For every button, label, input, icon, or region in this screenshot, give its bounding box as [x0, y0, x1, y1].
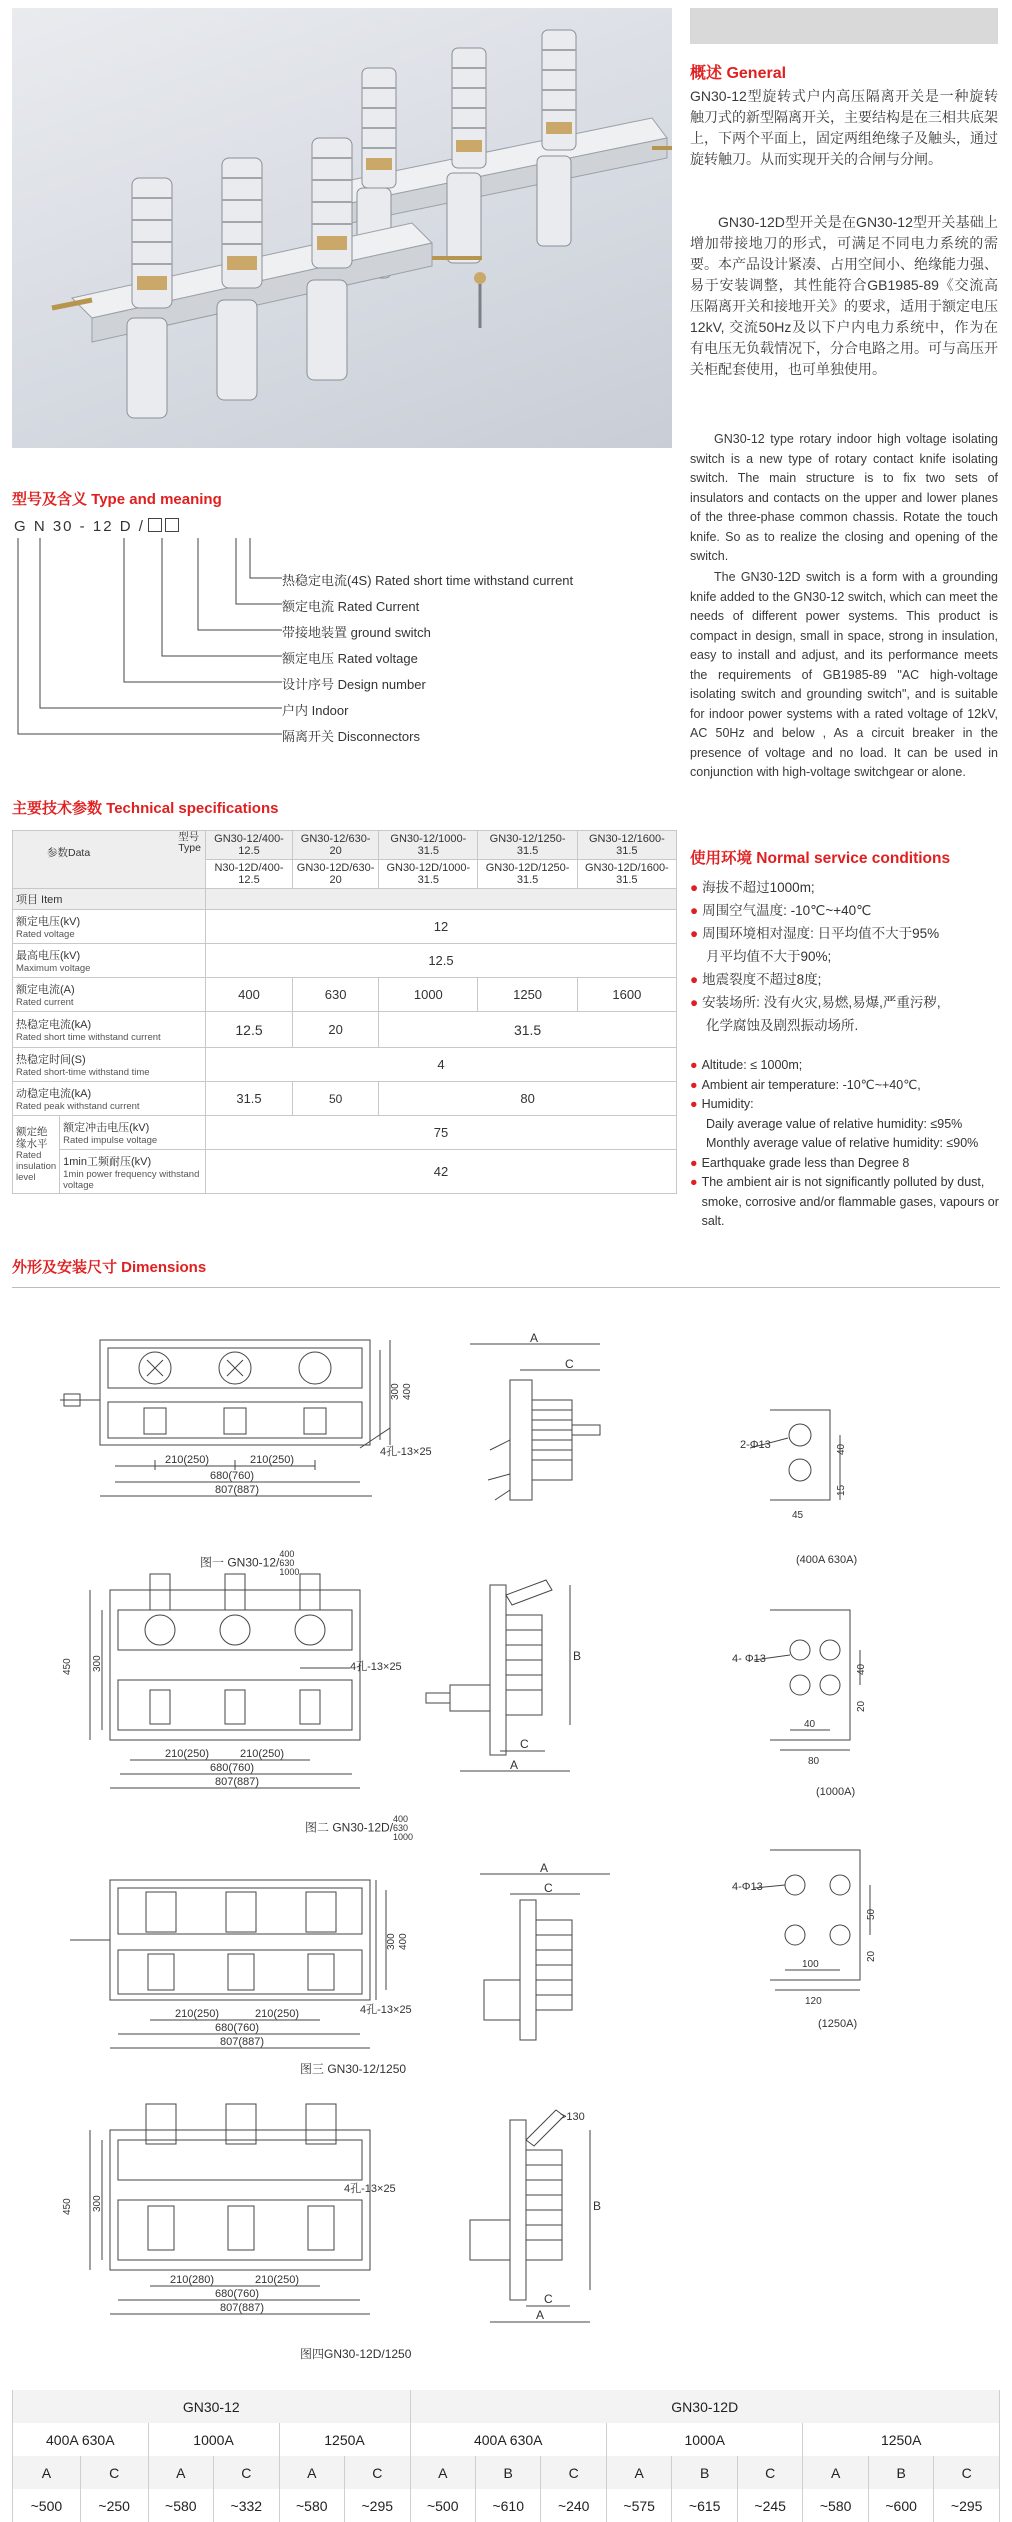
rated-current-1: 630 — [293, 978, 379, 1012]
condition-en-1: ● Ambient air temperature: -10℃~+40℃, — [690, 1077, 921, 1092]
fig4-caption: 图四GN30-12D/1250 — [300, 2347, 412, 2361]
type-bottom-4: GN30-12D/1600-31.5 — [577, 860, 676, 889]
fig2-caption: 图二 GN30-12D/400 630 1000 — [305, 1814, 414, 1842]
value-6: ~500 — [410, 2489, 475, 2522]
rated-voltage-label — [13, 910, 206, 944]
dimension-table — [12, 2390, 1000, 2522]
short-time-cn: 热稳定电流(kA) — [16, 1019, 92, 1031]
meaning-disconnectors: 隔离开关 Disconnectors — [282, 729, 420, 744]
isolating-switch-illustration — [12, 8, 672, 448]
fig3-dim-210a: 210(250) — [175, 2008, 220, 2020]
max-voltage-label — [13, 944, 206, 978]
fig2-dim-450: 450 — [62, 1658, 73, 1675]
fig4-hole-note: 4孔-13×25 — [344, 2183, 396, 2195]
fig4-dim-210c: 210(280) — [170, 2274, 215, 2286]
fig2-dim-300: 300 — [92, 1655, 103, 1672]
specs-corner — [13, 831, 206, 889]
fig3-dim-807: 807(887) — [220, 2036, 265, 2048]
value-9: ~575 — [606, 2489, 671, 2522]
sub-a-0: 400A 630A — [13, 2423, 149, 2456]
fig1-dim-807: 807(887) — [215, 1484, 260, 1496]
hole-b-caption: (1000A) — [816, 1786, 856, 1798]
value-1: ~250 — [80, 2489, 148, 2522]
condition-cn-2: ● 周围环境相对湿度: 日平均值不大于95% — [690, 926, 940, 941]
product-photo — [12, 8, 672, 448]
type-top-3: GN30-12/1250-31.5 — [478, 831, 577, 860]
fig3-dim-680: 680(760) — [215, 2022, 260, 2034]
fig4-side-label-c: C — [544, 2292, 553, 2306]
fig2-dim-807: 807(887) — [215, 1776, 260, 1788]
power-freq-cn: 1min工频耐压(kV) — [63, 1155, 152, 1168]
overview-en-paragraph-2: The GN30-12D switch is a form with a grounding knife added to the GN30-12 switch, which can meet the needs of different power systems. This product is compact in design, small in space, strong in insulation, easy to install and adjust, and its performance meets the requirements of GB1985-89 "AC high-voltage isolating switch and grounding switch", and is suitable for indoor power systems with a rated voltage of 12kV, AC 50Hz and below , As a circuit breaker in the presence of voltage and no load. It can be used in conjunction with high-voltage switchgear or alone. — [690, 570, 998, 779]
peak-en: Rated peak withstand current — [16, 1101, 140, 1112]
condition-cn-4: ● 地震裂度不超过8度; — [690, 972, 822, 987]
short-time-0: 12.5 — [205, 1012, 292, 1048]
sub-a-1: 1000A — [148, 2423, 279, 2456]
hole-pattern-1250 — [730, 1840, 900, 2010]
group-gn30-12: GN30-12 — [13, 2390, 411, 2423]
value-2: ~580 — [148, 2489, 213, 2522]
peak-cn: 动稳定电流(kA) — [16, 1088, 92, 1100]
fig4-side-label-b: B — [593, 2199, 602, 2213]
short-duration-cn: 热稳定时间(S) — [16, 1054, 86, 1066]
letter-3: C — [214, 2456, 279, 2489]
model-section-title: 型号及含义 Type and meaning — [12, 491, 222, 508]
letter-10: B — [672, 2456, 737, 2489]
fig2-side-view — [420, 1575, 620, 1785]
max-voltage-cn: 最高电压(kV) — [16, 950, 81, 962]
peak-label — [13, 1082, 206, 1116]
type-bottom-2: GN30-12D/1000-31.5 — [379, 860, 478, 889]
conditions-cn-list — [690, 876, 1002, 1037]
type-bottom-1: GN30-12D/630-20 — [293, 860, 379, 889]
value-13: ~600 — [868, 2489, 933, 2522]
hole-a-40: 40 — [836, 1443, 847, 1455]
corner-param: 参数Data — [47, 847, 91, 859]
short-duration-label — [13, 1048, 206, 1082]
fig1-side-view — [460, 1330, 660, 1520]
impulse-cn: 额定冲击电压(kV) — [63, 1122, 150, 1134]
hole-b-40h: 40 — [804, 1719, 816, 1730]
condition-cn-6: 化学腐蚀及剧烈振动场所. — [706, 1018, 859, 1033]
max-voltage-en: Maximum voltage — [16, 963, 91, 974]
overview-en-paragraph-1: GN30-12 type rotary indoor high voltage isolating switch is a new type of rotary contact knife isolating switch. The main structure is to fix two sets of insulators and contacts on the upper and lower planes of the three-phase common chassis. Rotate the touch knife. So as to realize the closing and opening of the switch. — [690, 432, 998, 563]
letter-8: C — [541, 2456, 606, 2489]
condition-en-6: ● The ambient air is not significantly polluted by dust, smoke, corrosive and/or flammable gases, vapours or salt. — [690, 1175, 999, 1228]
fig2-front-view — [60, 1570, 420, 1795]
value-8: ~240 — [541, 2489, 606, 2522]
letter-2: A — [148, 2456, 213, 2489]
power-freq-en: 1min power frequency withstand voltage — [63, 1168, 200, 1191]
rated-current-4: 1600 — [577, 978, 676, 1012]
short-time-en: Rated short time withstand current — [16, 1032, 161, 1043]
fig2-side-label-b: B — [573, 1649, 582, 1663]
value-7: ~610 — [475, 2489, 540, 2522]
meaning-rated-voltage: 额定电压 Rated voltage — [282, 651, 418, 666]
impulse-en: Rated impulse voltage — [63, 1135, 158, 1146]
rated-voltage-cn: 额定电压(kV) — [16, 916, 81, 928]
condition-en-3: Daily average value of relative humidity: ≤95% — [706, 1116, 963, 1131]
fig1-front-view — [60, 1320, 432, 1525]
hole-pattern-1000 — [730, 1600, 900, 1770]
fig2-dim-210b: 210(250) — [240, 1748, 285, 1760]
impulse-value: 75 — [205, 1116, 676, 1150]
type-top-1: GN30-12/630-20 — [293, 831, 379, 860]
fig4-front-view — [60, 2100, 420, 2320]
condition-cn-5: ● 安装场所: 没有火灾,易燃,易爆,严重污秽, — [690, 995, 941, 1010]
letter-13: B — [868, 2456, 933, 2489]
sub-b-0: 400A 630A — [410, 2423, 606, 2456]
model-box-1 — [148, 518, 162, 532]
meaning-design-number: 设计序号 Design number — [282, 677, 426, 692]
specs-section-title: 主要技术参数 Technical specifications — [12, 800, 279, 817]
fig1-side-label-c: C — [565, 1357, 574, 1371]
rated-current-label — [13, 978, 206, 1012]
fig4-side-view — [440, 2100, 640, 2330]
letter-11: C — [737, 2456, 802, 2489]
hole-c-100: 100 — [802, 1959, 819, 1970]
value-11: ~245 — [737, 2489, 802, 2522]
sub-a-2: 1250A — [279, 2423, 410, 2456]
condition-cn-0: ● 海拔不超过1000m; — [690, 880, 815, 895]
rated-current-en: Rated current — [16, 997, 74, 1008]
group-gn30-12d: GN30-12D — [410, 2390, 1000, 2423]
condition-en-4: Monthly average value of relative humidity: ≤90% — [706, 1136, 979, 1150]
condition-cn-3: 月平均值不大于90%; — [706, 949, 832, 964]
fig2-hole-note: 4孔-13×25 — [350, 1661, 402, 1673]
meaning-indoor: 户内 Indoor — [282, 703, 349, 718]
value-0: ~500 — [13, 2489, 81, 2522]
conditions-en-list — [690, 1056, 1002, 1232]
type-bottom-3: GN30-12D/1250-31.5 — [478, 860, 577, 889]
letter-14: C — [934, 2456, 1000, 2489]
fig4-dim-210b: 210(250) — [255, 2274, 300, 2286]
letter-0: A — [13, 2456, 81, 2489]
fig4-dim-680: 680(760) — [215, 2288, 260, 2300]
fig3-side-view — [460, 1860, 640, 2060]
letter-4: A — [279, 2456, 344, 2489]
fig1-dim-210b: 210(250) — [250, 1454, 295, 1466]
fig1-dim-300: 300 — [390, 1383, 401, 1400]
sub-b-2: 1250A — [803, 2423, 1000, 2456]
fig4-side-label-a: A — [536, 2308, 545, 2322]
fig4-dim-450: 450 — [62, 2198, 73, 2215]
letter-1: C — [80, 2456, 148, 2489]
hole-pattern-400-630 — [730, 1400, 890, 1530]
hole-c-20: 20 — [866, 1950, 877, 1962]
short-duration-en: Rated short-time withstand time — [16, 1067, 150, 1078]
fig2-side-label-c: C — [520, 1737, 529, 1751]
fig3-caption: 图三 GN30-12/1250 — [300, 2062, 407, 2076]
divider-line — [12, 1287, 1000, 1288]
short-time-label — [13, 1012, 206, 1048]
fig1-dim-400: 400 — [402, 1383, 413, 1400]
hole-b-20: 20 — [856, 1700, 867, 1712]
specs-table — [12, 830, 677, 1194]
fig3-dim-400: 400 — [398, 1933, 409, 1950]
fig2-dim-680: 680(760) — [210, 1762, 255, 1774]
fig4-dim-807: 807(887) — [220, 2302, 265, 2314]
hole-c-50: 50 — [866, 1908, 877, 1920]
hole-a-45: 45 — [792, 1510, 804, 1521]
value-5: ~295 — [345, 2489, 410, 2522]
rated-current-cn: 额定电流(A) — [16, 984, 75, 996]
fig1-dim-210a: 210(250) — [165, 1454, 210, 1466]
fig3-hole-note: 4孔-13×25 — [360, 2004, 412, 2016]
model-code — [14, 518, 179, 535]
meaning-short-time-current: 热稳定电流(4S) Rated short time withstand current — [282, 573, 574, 588]
hole-b-80: 80 — [808, 1756, 820, 1767]
hole-c-label: 4-Φ13 — [732, 1881, 763, 1893]
fig1-dim-680: 680(760) — [210, 1470, 255, 1482]
model-code-text: G N 30 - 12 D / — [14, 518, 145, 535]
value-12: ~580 — [803, 2489, 868, 2522]
dimensions-title: 外形及安装尺寸 Dimensions — [12, 1259, 207, 1276]
value-4: ~580 — [279, 2489, 344, 2522]
fig1-side-label-a: A — [530, 1331, 539, 1345]
letter-5: C — [345, 2456, 410, 2489]
hole-b-40v: 40 — [856, 1663, 867, 1675]
hole-a-label: 2-Φ13 — [740, 1439, 771, 1451]
type-top-4: GN30-12/1600-31.5 — [577, 831, 676, 860]
impulse-label — [60, 1116, 206, 1150]
corner-type: 型号 Type — [178, 831, 201, 854]
max-voltage-value: 12.5 — [205, 944, 676, 978]
fig3-side-label-c: C — [544, 1881, 553, 1895]
condition-en-0: ● Altitude: ≤ 1000m; — [690, 1058, 803, 1072]
sub-b-1: 1000A — [606, 2423, 802, 2456]
hole-b-label: 4- Φ13 — [732, 1653, 766, 1665]
letter-9: A — [606, 2456, 671, 2489]
type-top-2: GN30-12/1000-31.5 — [379, 831, 478, 860]
short-duration-value: 4 — [205, 1048, 676, 1082]
meaning-ground-switch: 带接地装置 ground switch — [282, 625, 431, 640]
short-time-2: 31.5 — [379, 1012, 677, 1048]
rated-voltage-value: 12 — [205, 910, 676, 944]
peak-1: 50 — [293, 1082, 379, 1116]
rated-current-2: 1000 — [379, 978, 478, 1012]
item-header: 项目 Item — [13, 889, 206, 910]
letter-7: B — [475, 2456, 540, 2489]
peak-2: 80 — [379, 1082, 677, 1116]
fig2-side-label-a: A — [510, 1758, 519, 1772]
hole-a-15: 15 — [836, 1484, 847, 1496]
rated-voltage-en: Rated voltage — [16, 929, 75, 940]
rated-current-3: 1250 — [478, 978, 577, 1012]
letter-6: A — [410, 2456, 475, 2489]
type-bottom-0: N30-12D/400-12.5 — [205, 860, 292, 889]
hole-c-120: 120 — [805, 1996, 822, 2007]
fig1-hole-note: 4孔-13×25 — [380, 1446, 432, 1458]
short-time-1: 20 — [293, 1012, 379, 1048]
letter-12: A — [803, 2456, 868, 2489]
insulation-label — [13, 1116, 60, 1194]
fig4-dim-130: >130 — [560, 2111, 585, 2123]
condition-en-5: ● Earthquake grade less than Degree 8 — [690, 1155, 910, 1170]
value-10: ~615 — [672, 2489, 737, 2522]
overview-title: 概述 General — [690, 65, 787, 82]
model-box-2 — [165, 518, 179, 532]
value-3: ~332 — [214, 2489, 279, 2522]
power-freq-value: 42 — [205, 1150, 676, 1194]
condition-en-2: ● Humidity: — [690, 1097, 754, 1111]
fig3-side-label-a: A — [540, 1861, 549, 1875]
meaning-rated-current: 额定电流 Rated Current — [282, 599, 420, 614]
conditions-title: 使用环境 Normal service conditions — [690, 850, 951, 867]
peak-0: 31.5 — [205, 1082, 292, 1116]
fig3-front-view — [60, 1870, 420, 2070]
type-top-0: GN30-12/400-12.5 — [205, 831, 292, 860]
overview-cn-paragraph-2: GN30-12D型开关是在GN30-12型开关基础上增加带接地刀的形式，可满足不同电力系统的需要。本产品设计紧凑、占用空间小、绝缘能力强、易于安装调整，其性能符合GB1985-89《交流高压隔离开关和接地开关》的要求，适用于额定电压12kV, 交流50Hz及以下户内电力系统中，作为在有电压无负载情况下，分合电路之用。可与高压开关柜配套使用，也可单独使用。 — [690, 214, 998, 377]
rated-current-0: 400 — [205, 978, 292, 1012]
insulation-cn: 额定绝缘水平 — [16, 1126, 48, 1150]
header-grey-bar — [690, 8, 998, 44]
hole-a-caption: (400A 630A) — [796, 1554, 858, 1566]
fig4-dim-300: 300 — [92, 2195, 103, 2212]
model-leader-lines — [12, 536, 282, 748]
fig1-caption: 图一 GN30-12/400 630 1000 — [200, 1549, 300, 1577]
fig2-dim-210a: 210(250) — [165, 1748, 210, 1760]
item-header-fill — [205, 889, 676, 910]
insulation-en: Rated insulation level — [16, 1150, 57, 1183]
overview-cn-paragraph-1: GN30-12型旋转式户内高压隔离开关是一种旋转触刀式的新型隔离开关，主要结构是在三相共底架上，下两个平面上，固定两组绝缘子及触头，通过旋转触刀。从而实现开关的合闸与分闸。 — [690, 88, 998, 167]
fig3-dim-210b: 210(250) — [255, 2008, 300, 2020]
power-freq-label — [60, 1150, 206, 1194]
hole-c-caption: (1250A) — [818, 2018, 858, 2030]
condition-cn-1: ● 周围空气温度: -10℃~+40℃ — [690, 903, 872, 918]
value-14: ~295 — [934, 2489, 1000, 2522]
fig3-dim-300: 300 — [386, 1933, 397, 1950]
